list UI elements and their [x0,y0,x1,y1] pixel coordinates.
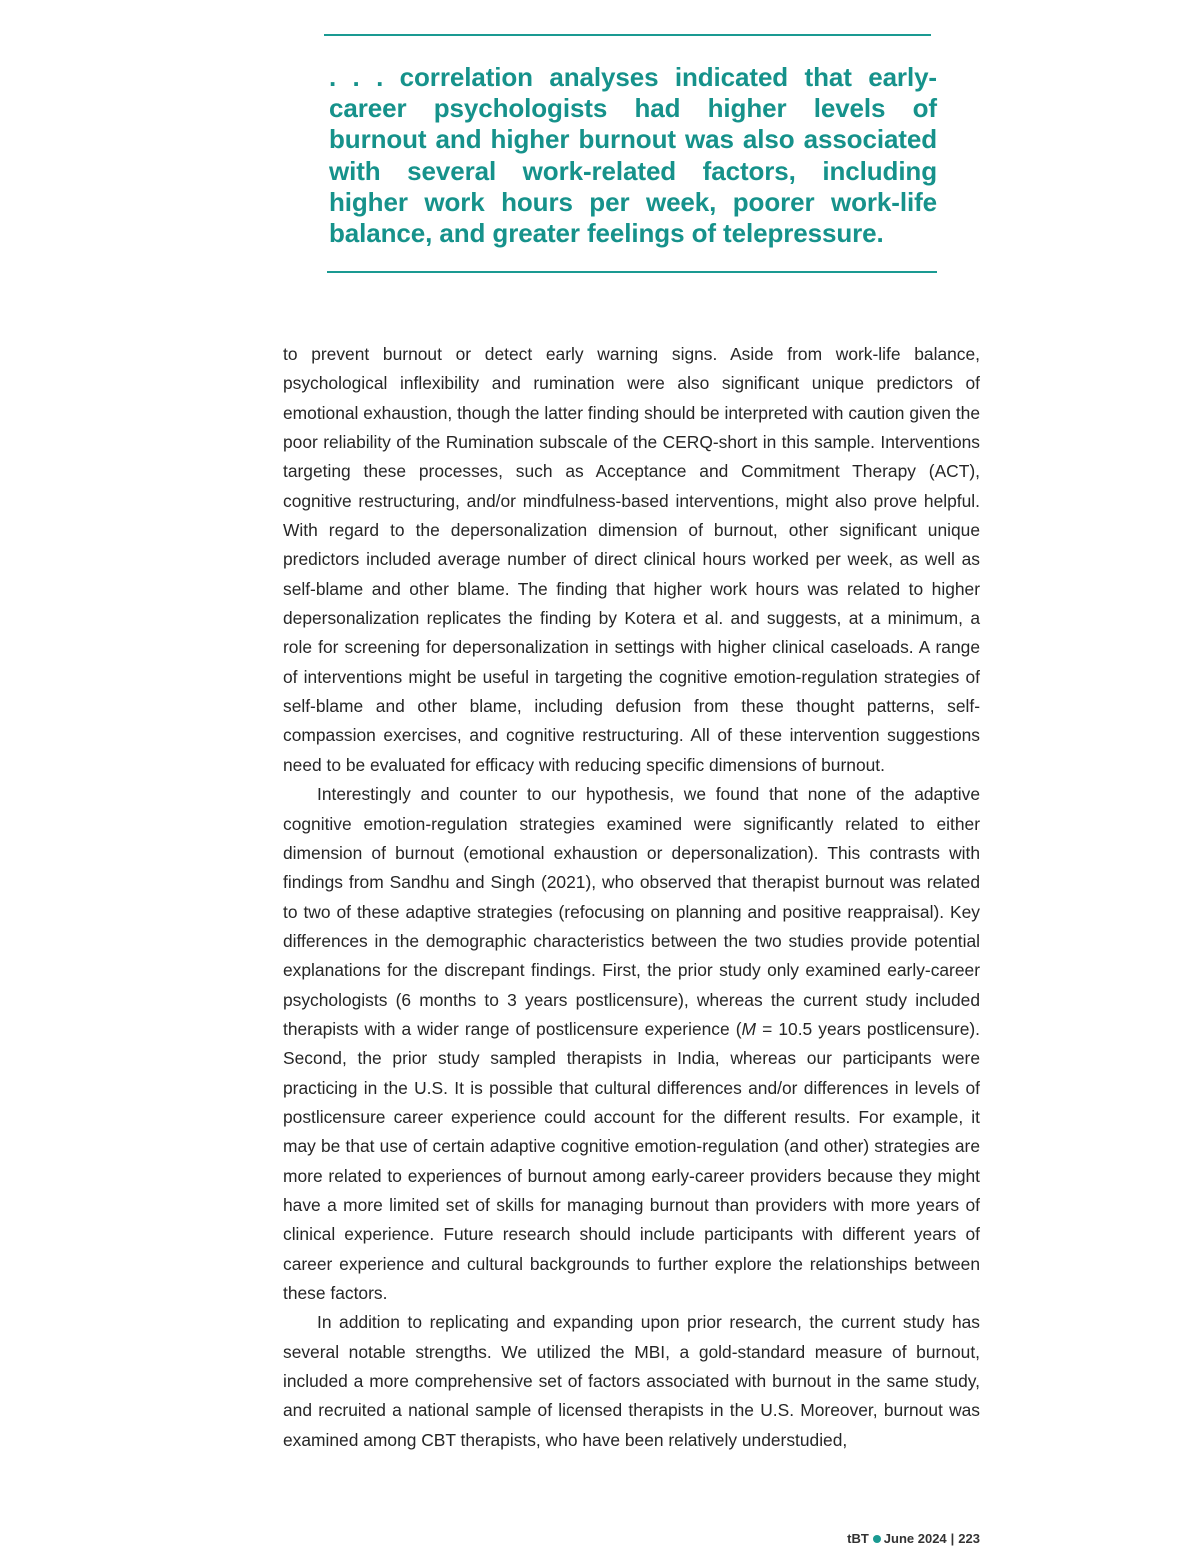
issue-date: June 2024 [883,1531,947,1546]
body-paragraph [283,780,980,1308]
pull-quote-bottom-rule [327,271,937,273]
pull-quote-text: . . . correlation analyses indicated that early-career psychologists had higher levels of burnout and higher burnout was also associated with several work-related factors, including higher work hours per week, poorer work-life balance, and greater feelings of telepressure. [329,62,937,249]
statistic-symbol: M [741,1018,757,1039]
body-paragraph: In addition to replicating and expanding upon prior research, the current study has several notable strengths. We utilized the MBI, a gold-standard measure of burnout, included a more comprehensive set of factors associated with burnout in the same study, and recruited a national sample of licensed therapists in the U.S. Moreover, burnout was examined among CBT therapists, who have been relatively understudied, [283,1312,980,1450]
page-footer [847,1531,980,1546]
body-paragraph: to prevent burnout or detect early warning signs. Aside from work-life balance, psychological inflexibility and rumination were also significant unique predictors of emotional exhaustion, though the latter finding should be interpreted with caution given the poor reliability of the Rumination subscale of the CERQ-short in this sample. Interventions targeting these processes, such as Acceptance and Commitment Therapy (ACT), cognitive restructuring, and/or mindfulness-based interventions, might also prove helpful. With regard to the depersonalization dimension of burnout, other significant unique predictors included average number of direct clinical hours worked per week, as well as self-blame and other blame. The finding that higher work hours was related to higher depersonalization replicates the finding by Kotera et al. and suggests, at a minimum, a role for screening for depersonalization in settings with higher clinical caseloads. A range of interventions might be useful in targeting the cognitive emotion-regulation strategies of self-blame and other blame, including defusion from these thought patterns, self-compassion exercises, and cognitive restructuring. All of these intervention suggestions need to be evaluated for efficacy with reducing specific dimensions of burnout. [283,344,980,775]
paragraph-text: = 10.5 years postlicensure). Second, the prior study sampled therapists in India, whereas our participants were practicing in the U.S. It is possible that cultural differences and/or differences in levels of postlicensure career experience could account for the different results. For example, it may be that use of certain adaptive cognitive emotion-regulation (and other) strategies are more related to experiences of burnout among early-career providers because they might have a more limited set of skills for managing burnout than providers with more years of clinical experience. Future research should include participants with different years of career experience and cultural backgrounds to further explore the relationships between these factors. [283,1018,980,1303]
page-number: 223 [958,1531,980,1546]
paragraph-text: Interestingly and counter to our hypothesis, we found that none of the adaptive cognitive emotion-regulation strategies examined were significantly related to either dimension of burnout (emotional exhaustion or depersonalization). This contrasts with findings from Sandhu and Singh (2021), who observed that therapist burnout was related to two of these adaptive strategies (refocusing on planning and positive reappraisal). Key differences in the demographic characteristics between the two studies provide potential explanations for the discrepant findings. First, the prior study only examined early-career psychologists (6 months to 3 years postlicensure), whereas the current study included therapists with a wider range of postlicensure experience ( [283,784,980,1039]
article-body [283,340,980,1455]
pull-quote [327,34,937,273]
footer-separator: | [950,1531,955,1546]
journal-name: tBT [847,1531,869,1546]
pull-quote-top-rule [324,34,931,36]
bullet-dot-icon [873,1535,881,1543]
